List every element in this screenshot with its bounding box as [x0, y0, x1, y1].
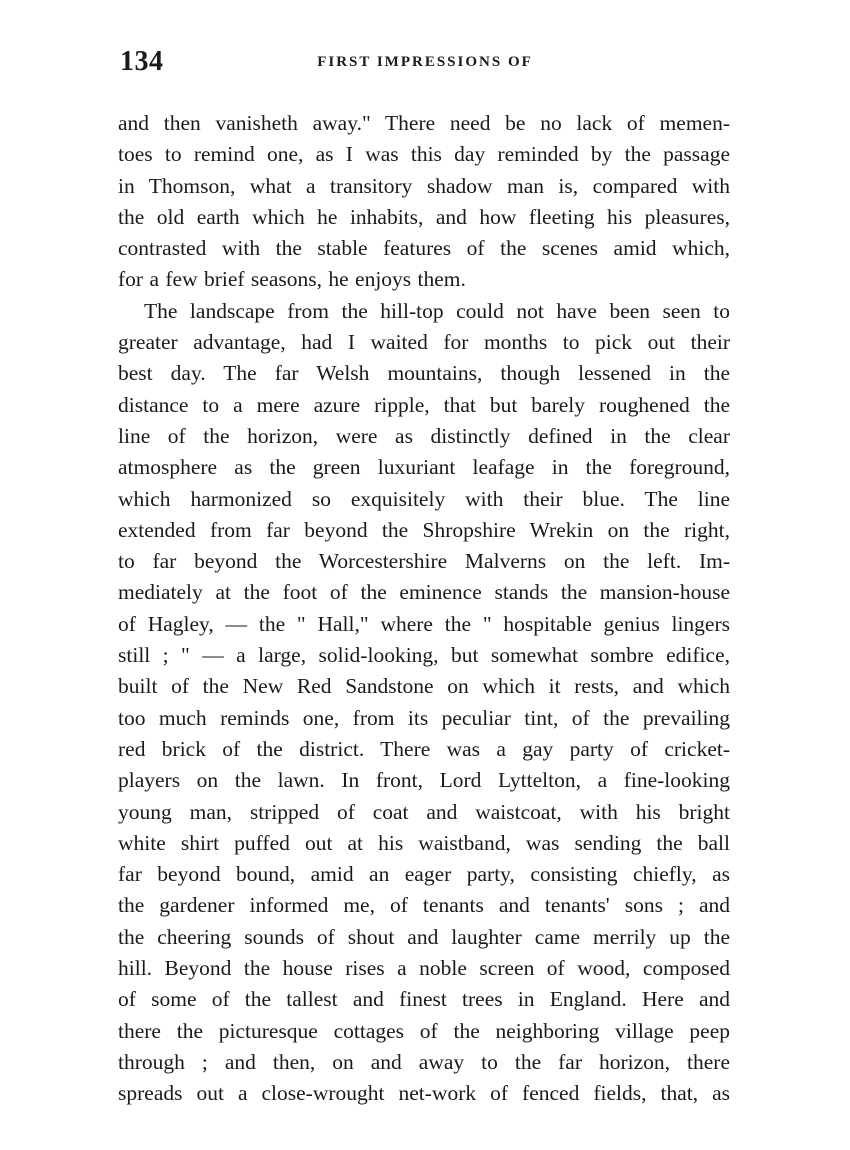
text-line: which harmonized so exquisitely with their blue. The line	[118, 486, 730, 511]
text-line: still ; " — a large, solid-looking, but somewhat sombre edifice,	[118, 643, 730, 668]
text-line: the old earth which he inhabits, and how fleeting his pleasures,	[118, 204, 730, 229]
text-line: contrasted with the stable features of the scenes amid which,	[118, 236, 730, 261]
body-text	[118, 108, 730, 1110]
text-line: spreads out a close-wrought net-work of fenced fields, that, as	[118, 1081, 730, 1106]
text-line: and then vanisheth away." There need be no lack of memen-	[118, 111, 730, 135]
page-header	[120, 46, 730, 80]
text-line: players on the lawn. In front, Lord Lyttelton, a fine-looking	[118, 768, 730, 793]
text-line: the gardener informed me, of tenants and tenants' sons ; and	[118, 893, 730, 918]
text-line: toes to remind one, as I was this day reminded by the passage	[118, 142, 730, 167]
text-line: for a few brief seasons, he enjoys them.	[118, 267, 466, 292]
text-line: of Hagley, — the " Hall," where the " hospitable genius lingers	[118, 611, 730, 636]
text-line: extended from far beyond the Shropshire Wrekin on the right,	[118, 517, 730, 542]
text-line: The landscape from the hill-top could not have been seen to	[144, 298, 730, 323]
text-line: in Thomson, what a transitory shadow man is, compared with	[118, 173, 730, 198]
text-line: distance to a mere azure ripple, that but barely roughened the	[118, 392, 730, 417]
text-line: young man, stripped of coat and waistcoat, with his bright	[118, 799, 730, 824]
text-line: through ; and then, on and away to the far horizon, there	[118, 1049, 730, 1074]
text-line: built of the New Red Sandstone on which it rests, and which	[118, 674, 730, 699]
text-line: mediately at the foot of the eminence stands the mansion-house	[118, 580, 730, 605]
text-line: atmosphere as the green luxuriant leafage in the foreground,	[118, 455, 730, 480]
text-line: line of the horizon, were as distinctly defined in the clear	[118, 423, 730, 448]
text-line: to far beyond the Worcestershire Malverns on the left. Im-	[118, 549, 730, 574]
text-line: red brick of the district. There was a gay party of cricket-	[118, 736, 730, 761]
text-line: hill. Beyond the house rises a noble screen of wood, composed	[118, 956, 730, 981]
text-line: far beyond bound, amid an eager party, consisting chiefly, as	[118, 862, 730, 887]
text-line: greater advantage, had I waited for months to pick out their	[118, 330, 730, 355]
text-line: best day. The far Welsh mountains, though lessened in the	[118, 361, 730, 386]
running-head: FIRST IMPRESSIONS OF	[317, 54, 533, 70]
text-line: there the picturesque cottages of the neighboring village peep	[118, 1018, 730, 1043]
text-line: of some of the tallest and finest trees in England. Here and	[118, 987, 730, 1012]
text-line: white shirt puffed out at his waistband, was sending the ball	[118, 830, 730, 855]
text-line: the cheering sounds of shout and laughter came merrily up the	[118, 924, 730, 949]
page-number: 134	[120, 46, 164, 77]
text-line: too much reminds one, from its peculiar tint, of the prevailing	[118, 705, 730, 730]
